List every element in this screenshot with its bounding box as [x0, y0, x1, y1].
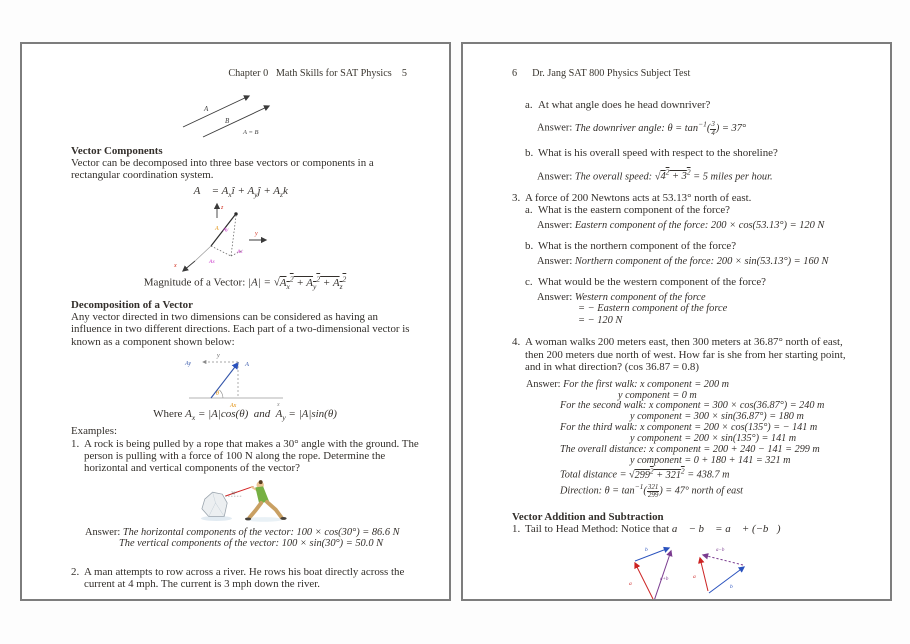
question-a-answer	[537, 118, 860, 137]
page-left	[20, 42, 451, 601]
answer-line: y component = 0 m	[618, 389, 697, 401]
a-z-component-label: Az	[236, 249, 242, 255]
question-b-answer	[537, 167, 860, 183]
question-b-item	[525, 147, 860, 159]
answer-text: For the first walk: x component = 200 m	[563, 378, 729, 390]
answer-label: Answer:	[537, 291, 575, 303]
problem-3c-text: What would be the western component of the force?	[538, 276, 767, 289]
vector-a-tip-dot	[234, 212, 237, 215]
problem-3-item	[512, 192, 860, 204]
a-y-component-label: Ay	[184, 361, 191, 368]
example-1-number: 1.	[71, 437, 80, 450]
problem-3c-item	[525, 276, 860, 288]
projection-dotted-line	[211, 246, 231, 256]
example-1-item	[71, 438, 419, 475]
vector-a-arrow	[183, 96, 249, 127]
z-axis-label: z	[220, 205, 223, 211]
vector-a-label: A	[203, 105, 208, 113]
vector-b-label: B	[224, 117, 229, 125]
resultant-a-plus-b-arrow	[654, 551, 671, 601]
a-x-component-label: Ax	[208, 259, 215, 265]
person-back-leg	[267, 502, 282, 518]
answer-label: Answer:	[537, 219, 575, 231]
magnitude-formula-label: Magnitude of a Vector:	[143, 276, 249, 289]
problem-4-text: A woman walks 200 meters east, then 300 meters at 36.87° north of east, then 200 meters due north of west. How far is she from her starting point, and in what direction? (cos 36.87 = 0.8)	[525, 336, 846, 374]
section-title-vector-addition: Vector Addition and Subtraction	[512, 510, 664, 523]
magnitude-formula-math: $|A| = √A_x^2 + A_y^2 + A_z^2$	[248, 274, 347, 291]
rope	[225, 486, 253, 496]
page-number: 6	[512, 68, 518, 79]
a-plus-b-label: a+b	[659, 576, 668, 582]
person-back-shoe	[280, 517, 286, 520]
problem-3a-number: a.	[525, 204, 533, 217]
vector-a-label-right: a	[692, 573, 696, 580]
problem-4-number: 4.	[512, 336, 521, 349]
x-axis-label: x	[173, 263, 177, 269]
x-axis-arrow	[183, 261, 195, 271]
vector-decomposition-diagram	[181, 350, 291, 408]
answer-text: = − Eastern component of the force	[578, 303, 728, 315]
y-axis-label: y	[216, 353, 220, 360]
section-title-decomposition: Decomposition of a Vector	[71, 298, 193, 311]
problem-4-item	[512, 336, 860, 373]
answer-label: Answer:	[85, 526, 123, 538]
problem-3b-number: b.	[525, 240, 534, 253]
parallel-vectors-diagram	[177, 89, 295, 141]
page-right-running-header	[463, 68, 890, 79]
problem-4-answer-block	[526, 380, 860, 500]
theta-angle-label: θ	[215, 391, 219, 398]
question-a-number: a.	[525, 99, 533, 111]
vector-components-formula: A⃗ = $A_xî$ + $A_yĵ$ + $A_zk⃗$	[193, 184, 297, 199]
problem-3b-item	[525, 240, 860, 252]
problem-3c-answer-line-1	[537, 292, 860, 304]
answer-label: Answer:	[537, 171, 575, 183]
angle-arc	[219, 390, 223, 398]
magnitude-formula	[71, 274, 419, 291]
vector-components-paragraph: Vector can be decomposed into three base vectors or components in a rectangular coordination system.	[71, 157, 374, 182]
answer-line	[526, 380, 860, 391]
problem-3c-answer-line-3	[578, 315, 860, 327]
answer-line: y component = 200 × sin(135°) = 141 m	[630, 432, 797, 444]
problem-3-text: A force of 200 Newtons acts at 53.13° north of east.	[525, 191, 752, 204]
problem-3c-number: c.	[525, 276, 533, 289]
problem-3a-answer	[537, 220, 860, 232]
example-2-item	[71, 566, 419, 591]
answer-text: Eastern component of the force: 200 × cos(53.13°) = 120 N	[574, 219, 825, 231]
rock-pulling-illustration	[199, 477, 301, 523]
vertical-projection-dotted-line	[231, 216, 236, 256]
answer-line: Direction: $\theta = \tan^{-1}$( $\frac{321}{299}$ ) = 47° north of east	[560, 481, 744, 500]
vector-b-arrow	[203, 106, 269, 137]
problem-3c-answer-line-2	[578, 303, 860, 315]
book-title: Dr. Jang SAT 800 Physics Subject Test	[532, 68, 691, 79]
a-minus-b-dashed-arrow	[703, 555, 743, 565]
answer-line: For the third walk: x component = 200 × cos(135°) = − 141 m	[560, 422, 818, 434]
answer-label: Answer:	[537, 255, 575, 267]
example-2-text: A man attempts to row across a river. He rows his boat directly across the current at 4 mph. The current is 3 mph down the river.	[84, 566, 405, 591]
example-1-text: A rock is being pulled by a rope that makes a 30° angle with the ground. The person is pulling with a force of 100 N along the rope. Determine the horizontal and vertical components of the vector?	[84, 437, 419, 475]
question-b-number: b.	[525, 147, 534, 160]
page-right	[461, 42, 892, 601]
section-title-vector-components: Vector Components	[71, 145, 163, 157]
person-hair	[258, 480, 262, 484]
page-left-running-header: Chapter 0 Math Skills for SAT Physics 5	[228, 68, 407, 79]
answer-text: The overall speed: $√4^2 + 3^2 = 5$ miles per hour.	[574, 167, 773, 183]
question-a-item	[525, 99, 860, 111]
3d-axes-diagram	[171, 200, 301, 274]
a-minus-b-label: a−b	[715, 547, 724, 553]
tail-to-head-formula: a⃗ − b⃗ = a⃗ + (−b⃗)	[671, 522, 781, 535]
y-axis-label: y	[254, 231, 258, 237]
a-y-component-label: Ay	[222, 227, 228, 233]
answer-text: The downriver angle: $\theta = \tan^{-1}$( $\frac{3}{4}$ ) = 37°	[574, 119, 747, 137]
example-1-answer-line-1	[85, 527, 419, 539]
where-formula-math: $A_x = |A|\cos(\theta)$ and $A_y = |A|\sin(\theta)$	[185, 408, 337, 423]
vectors-equal-label: A = B	[242, 129, 258, 136]
where-label: Where	[153, 408, 186, 421]
vector-a-label: A	[214, 226, 219, 232]
decomposition-paragraph: Any vector directed in two dimensions can be considered as having an influence in two different directions. Each part of a two-dimensional vector is known as a component shown below:	[71, 310, 410, 348]
examples-label: Examples:	[71, 425, 117, 438]
component-where-formula	[71, 408, 419, 422]
vector-b-label-right: b	[729, 583, 733, 590]
example-1-answer-line-2	[119, 538, 419, 550]
rope-angle-label: 30°	[230, 490, 237, 496]
vector-b-arrow-left	[635, 548, 669, 561]
answer-line: For the second walk: x component = 300 × cos(36.87°) = 240 m	[560, 400, 825, 412]
example-2-number: 2.	[71, 566, 80, 579]
vector-a-label: A	[244, 361, 249, 369]
vector-a-label-left: a	[628, 580, 632, 587]
answer-text: The horizontal components of the vector: 100 × cos(30°) = 86.6 N	[122, 526, 400, 538]
tail-to-head-number: 1.	[512, 522, 521, 535]
answer-line: The overall distance: x component = 200 + 240 − 141 = 299 m	[560, 443, 820, 455]
answer-label: Answer:	[537, 122, 575, 134]
problem-3a-item	[525, 204, 860, 216]
answer-text: = − 120 N	[578, 314, 623, 326]
vector-a-arrow-right	[700, 558, 708, 591]
answer-label: Answer:	[526, 378, 564, 390]
vector-a-arrow-left	[635, 563, 653, 599]
problem-3a-text: What is the eastern component of the force?	[538, 204, 731, 217]
problem-3-number: 3.	[512, 191, 521, 204]
answer-line: Total distance = $√299^2 + 321^2 = 438.7$ m	[560, 466, 730, 481]
problem-3b-text: What is the northern component of the force?	[538, 240, 737, 253]
x-axis-label: x	[276, 402, 280, 409]
answer-line: y component = 300 × sin(36.87°) = 180 m	[630, 411, 804, 423]
vector-b-arrow-right	[709, 567, 744, 593]
answer-text: Northern component of the force: 200 × sin(53.13°) = 160 N	[574, 255, 829, 267]
tail-to-head-item	[512, 523, 860, 535]
a-x-component-label: Ax	[229, 403, 236, 409]
answer-text: Western component of the force	[574, 291, 706, 303]
person-front-leg	[249, 503, 261, 518]
person-front-shoe	[244, 517, 250, 520]
vector-addition-diagram	[622, 541, 752, 601]
question-b-text: What is his overall speed with respect to the shoreline?	[538, 147, 778, 160]
vector-b-label-left: b	[644, 546, 648, 553]
problem-3b-answer	[537, 256, 860, 268]
tail-to-head-text: Tail to Head Method: Notice that	[525, 522, 672, 535]
question-a-text: At what angle does he head downriver?	[538, 99, 711, 111]
answer-text: The vertical components of the vector: 100 × sin(30°) = 50.0 N	[119, 538, 384, 550]
answer-line: y component = 0 + 180 + 141 = 321 m	[630, 454, 791, 466]
